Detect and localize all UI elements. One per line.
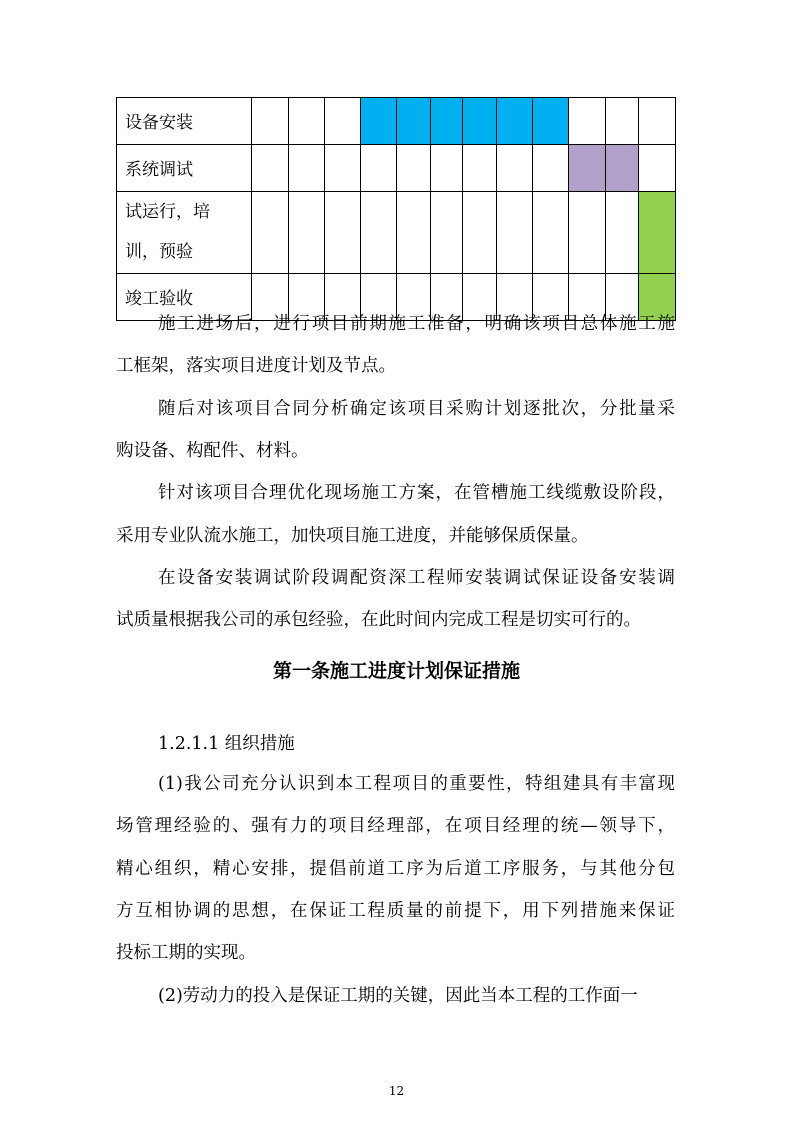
gantt-cell xyxy=(463,145,497,192)
gantt-cell xyxy=(533,145,569,192)
gantt-cell xyxy=(289,145,325,192)
text-line: 购设备、构配件、材料。 xyxy=(116,440,309,461)
gantt-cell xyxy=(325,145,361,192)
text-line: 精心组织，精心安排，提倡前道工序为后道工序服务，与其他分包 xyxy=(116,858,675,879)
gantt-cell xyxy=(639,145,676,192)
text-line: 针对该项目合理优化现场施工方案，在管槽施工线缆敷设阶段， xyxy=(158,483,675,504)
text-line: (1)我公司充分认识到本工程项目的重要性，特组建具有丰富现 xyxy=(158,774,675,794)
gantt-cell xyxy=(639,98,676,145)
task-label: 设备安装 xyxy=(117,98,252,145)
gantt-bar-cell xyxy=(361,98,397,145)
page-number: 12 xyxy=(388,1084,405,1098)
text-line: 在设备安装调试阶段调配资深工程师安装调试保证设备安装调 xyxy=(158,567,675,588)
gantt-cell xyxy=(569,98,606,145)
gantt-cell xyxy=(397,192,431,274)
table-row xyxy=(117,98,676,145)
gantt-cell xyxy=(252,98,289,145)
gantt-cell xyxy=(397,145,431,192)
text-line: 试质量根据我公司的承包经验，在此时间内完成工程是切实可行的。 xyxy=(116,610,641,631)
gantt-cell xyxy=(325,192,361,274)
gantt-cell xyxy=(533,192,569,274)
table-row xyxy=(117,192,676,274)
gantt-cell xyxy=(361,192,397,274)
table-row xyxy=(117,145,676,192)
gantt-bar-cell xyxy=(397,98,431,145)
gantt-bar-cell xyxy=(497,98,533,145)
task-label: 竣工验收 xyxy=(117,274,252,321)
section-heading: 第一条施工进度计划保证措施 xyxy=(272,660,520,682)
gantt-cell xyxy=(497,145,533,192)
text-line: 方互相协调的思想，在保证工程质量的前提下，用下列措施来保证 xyxy=(116,900,675,921)
gantt-cell xyxy=(252,145,289,192)
gantt-cell xyxy=(431,145,463,192)
gantt-cell xyxy=(289,98,325,145)
gantt-cell xyxy=(289,192,325,274)
text-line: 投标工期的实现。 xyxy=(116,943,256,964)
task-label: 试运行，培 训，预验 xyxy=(117,192,252,274)
subheading: 1.2.1.1 组织措施 xyxy=(158,734,295,754)
task-label: 系统调试 xyxy=(117,145,252,192)
gantt-bar-cell xyxy=(569,145,606,192)
text-line: 施工进场后，进行项目前期施工准备，明确该项目总体施工施 xyxy=(158,314,675,334)
gantt-cell xyxy=(463,192,497,274)
text-line: (2)劳动力的投入是保证工期的关键，因此当本工程的工作面一 xyxy=(158,985,638,1006)
gantt-cell xyxy=(569,192,606,274)
text-line: 随后对该项目合同分析确定该项目采购计划逐批次，分批量采 xyxy=(158,398,675,419)
gantt-cell xyxy=(497,192,533,274)
gantt-cell xyxy=(361,145,397,192)
gantt-cell xyxy=(606,98,639,145)
gantt-bar-cell xyxy=(533,98,569,145)
text-line: 采用专业队流水施工，加快项目施工进度，并能够保质保量。 xyxy=(116,525,589,546)
text-line: 场管理经验的、强有力的项目经理部，在项目经理的统—领导下， xyxy=(116,816,675,837)
gantt-bar-cell xyxy=(431,98,463,145)
gantt-cell xyxy=(431,192,463,274)
schedule-table xyxy=(116,97,676,321)
text-line: 工框架，落实项目进度计划及节点。 xyxy=(116,356,396,377)
gantt-cell xyxy=(325,98,361,145)
gantt-bar-cell xyxy=(463,98,497,145)
gantt-bar-cell xyxy=(606,145,639,192)
gantt-cell xyxy=(252,192,289,274)
gantt-bar-cell xyxy=(639,192,676,274)
gantt-cell xyxy=(606,192,639,274)
